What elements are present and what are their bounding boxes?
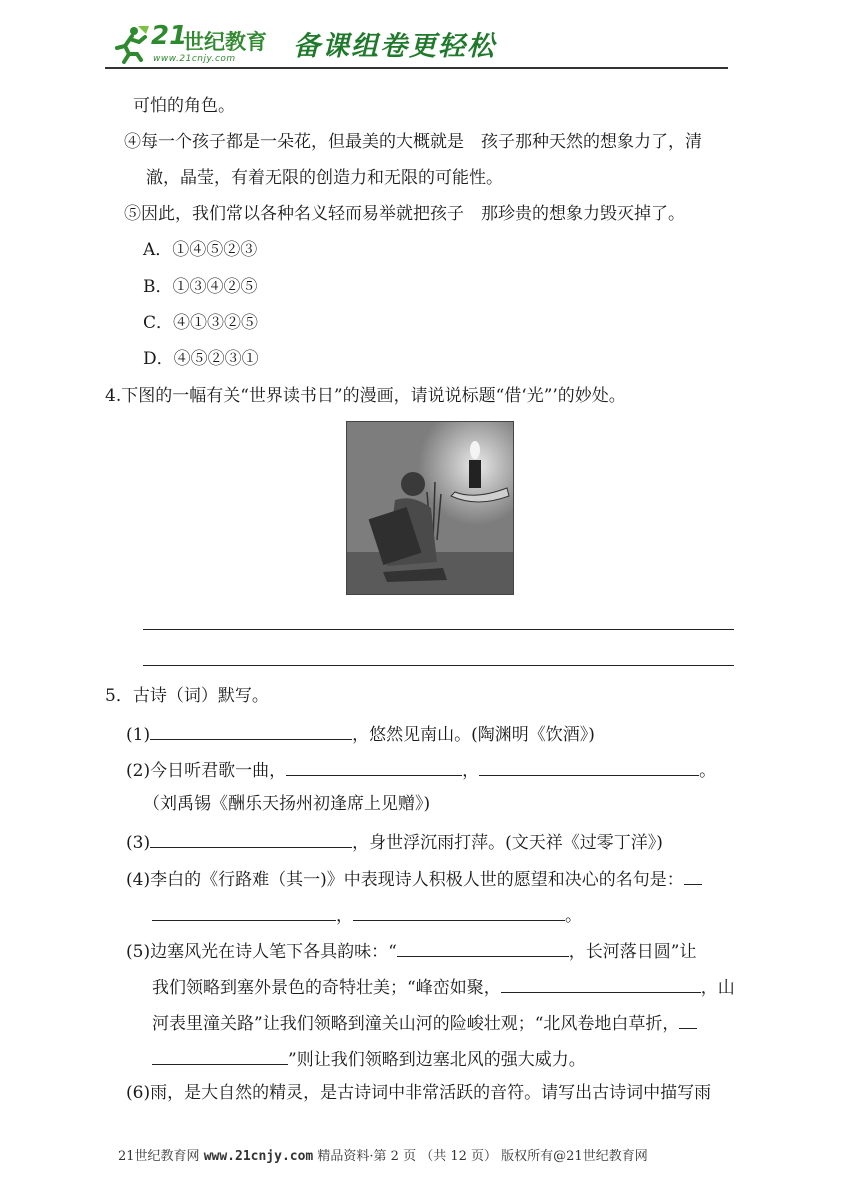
- option-d: D．④⑤②③①: [143, 349, 259, 369]
- fill-blank[interactable]: [397, 938, 569, 957]
- answer-line: [143, 629, 734, 630]
- question-4: 4.下图的一幅有关“世界读书日”的漫画，请说说标题“借‘光”’的妙处。: [105, 386, 626, 406]
- brand-number: 21: [151, 21, 188, 51]
- poem-item-3: [126, 829, 663, 854]
- item-text: ，身世浮沉雨打萍。(文天祥《过零丁洋》): [352, 833, 663, 853]
- footer-url: www.21cnjy.com: [203, 1149, 314, 1164]
- poem-item-4: [126, 866, 702, 891]
- poem-source: （刘禹锡《酬乐天扬州初逢席上见赠》): [143, 794, 431, 814]
- brand-name: 世纪教育: [183, 30, 267, 54]
- poem-item-1: [126, 721, 595, 746]
- fill-blank[interactable]: [679, 1010, 697, 1029]
- poem-item-2: [126, 757, 716, 782]
- item-text: 。: [565, 906, 582, 926]
- runner-logo-icon: [110, 24, 150, 64]
- item-text: (2)今日听君歌一曲，: [126, 761, 287, 781]
- poem-item-4-cont: [152, 902, 582, 927]
- option-a: A．①④⑤②③: [143, 240, 258, 260]
- item-text: 河表里潼关路”让我们领略到潼关山河的险峻壮观；“北风卷地白草折，: [152, 1014, 680, 1034]
- footer-info: 精品资料·第 2 页 （共 12 页） 版权所有@21世纪教育网: [317, 1149, 648, 1164]
- text-line: ⑤因此，我们常以各种名义轻而易举就把孩子 那珍贵的想象力毁灭掉了。: [124, 204, 685, 224]
- fill-blank[interactable]: [150, 721, 352, 740]
- header-rule: [105, 67, 728, 69]
- question-5: 5．古诗（词）默写。: [105, 686, 269, 706]
- fill-blank[interactable]: [152, 1046, 288, 1065]
- fill-blank[interactable]: [150, 829, 352, 848]
- item-number: (3): [126, 833, 151, 853]
- poem-item-5-line3: [152, 1010, 697, 1035]
- cartoon-image: [346, 421, 514, 595]
- item-text: (5)边塞风光在诗人笔下各具韵味：“: [126, 942, 397, 962]
- footer: [118, 1145, 648, 1164]
- header: [105, 18, 730, 70]
- poem-item-5: [126, 938, 696, 963]
- fill-blank[interactable]: [353, 902, 565, 921]
- poem-item-5-line2: [152, 974, 735, 999]
- fill-blank[interactable]: [501, 974, 701, 993]
- slogan: 备课组卷更轻松: [293, 31, 496, 62]
- item-text: ，悠然见南山。(陶渊明《饮酒》): [352, 725, 595, 745]
- text-line: 可怕的角色。: [133, 96, 235, 116]
- item-text: ，: [462, 761, 480, 781]
- poem-item-5-line4: [152, 1046, 586, 1071]
- fill-blank[interactable]: [479, 757, 699, 776]
- item-number: (1): [126, 725, 151, 745]
- item-text: ”则让我们领略到边塞北风的强大威力。: [288, 1050, 586, 1070]
- option-c: C．④①③②⑤: [143, 313, 259, 333]
- item-text: 我们领略到塞外景色的奇特壮美；“峰峦如聚，: [152, 978, 501, 998]
- brand-url: www.21cnjy.com: [153, 54, 236, 64]
- fill-blank[interactable]: [684, 866, 702, 885]
- item-text: ，长河落日圆”让: [568, 942, 697, 962]
- item-text: 。: [699, 761, 717, 781]
- item-text: ，山: [700, 978, 735, 998]
- fill-blank[interactable]: [286, 757, 462, 776]
- fill-blank[interactable]: [152, 902, 336, 921]
- option-b: B．①③④②⑤: [143, 277, 258, 297]
- footer-site: 21世纪教育网: [118, 1149, 200, 1164]
- item-text: (4)李白的《行路难（其一)》中表现诗人积极人世的愿望和决心的名句是：: [126, 870, 684, 890]
- text-line: 澈，晶莹，有着无限的创造力和无限的可能性。: [146, 168, 503, 188]
- poem-item-6: (6)雨，是大自然的精灵，是古诗词中非常活跃的音符。请写出古诗词中描写雨: [126, 1083, 712, 1103]
- answer-line: [143, 665, 734, 666]
- item-text: ，: [336, 906, 353, 926]
- text-line: ④每一个孩子都是一朵花，但最美的大概就是 孩子那种天然的想象力了，清: [124, 132, 702, 152]
